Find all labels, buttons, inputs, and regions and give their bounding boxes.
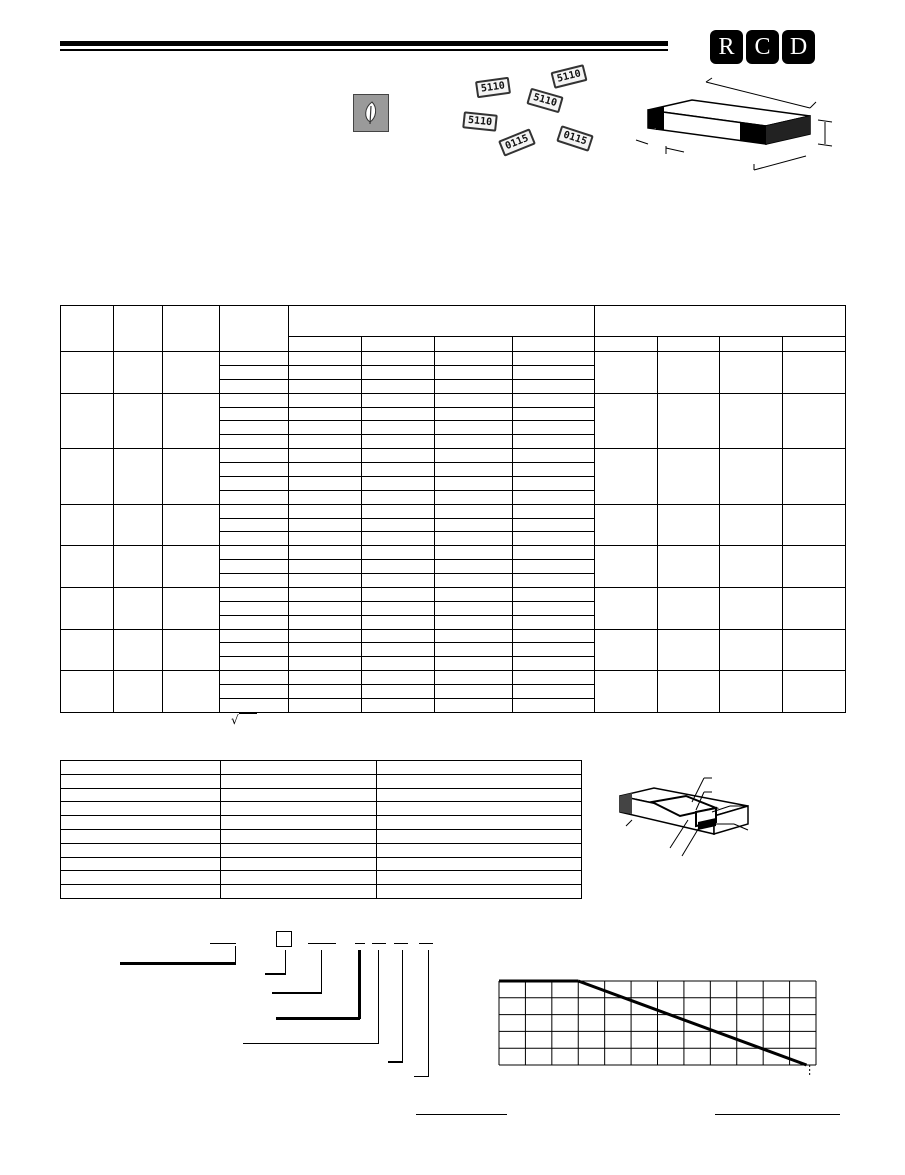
perf-cell (221, 829, 377, 843)
subheader-cell (658, 337, 720, 352)
value-cell (513, 504, 595, 518)
value-cell (289, 643, 362, 657)
table-row (61, 546, 846, 560)
value-cell (513, 615, 595, 629)
dimension-cell (783, 587, 846, 629)
perf-cell (377, 871, 582, 885)
value-cell (289, 574, 362, 588)
model-cell (114, 393, 163, 449)
table-row (61, 829, 582, 843)
value-cell (289, 518, 362, 532)
perf-cell (221, 802, 377, 816)
value-cell (289, 532, 362, 546)
value-cell (435, 671, 513, 685)
perf-cell (61, 871, 221, 885)
logo-letter-r: R (710, 30, 743, 64)
value-cell (362, 601, 435, 615)
value-cell (289, 698, 362, 712)
value-cell (220, 490, 289, 504)
perf-cell (61, 829, 221, 843)
table-row (61, 587, 846, 601)
model-cell (114, 587, 163, 629)
specs-header-row (61, 306, 846, 337)
performance-table (60, 760, 582, 899)
value-cell (362, 365, 435, 379)
value-cell (220, 352, 289, 366)
perf-cell (377, 843, 582, 857)
perf-cell (377, 788, 582, 802)
model-cell (114, 352, 163, 394)
chip-marking: 5110 (475, 77, 511, 99)
value-cell (220, 532, 289, 546)
smd-chip-resistor-photo (450, 60, 610, 165)
value-cell (289, 685, 362, 699)
value-cell (362, 671, 435, 685)
derating-curve-slope (578, 981, 806, 1065)
value-cell (362, 643, 435, 657)
perf-cell (377, 829, 582, 843)
value-cell (220, 546, 289, 560)
value-cell (289, 671, 362, 685)
model-cell (114, 671, 163, 713)
model-cell (61, 671, 114, 713)
subheader-cell (720, 337, 783, 352)
dimension-cell (595, 587, 658, 629)
model-cell (114, 629, 163, 671)
dimension-cell (720, 352, 783, 394)
value-cell (513, 601, 595, 615)
value-cell (289, 435, 362, 449)
chip-marking: 5110 (462, 111, 498, 131)
sqrt-overbar (239, 713, 257, 714)
value-cell (289, 352, 362, 366)
value-cell (220, 560, 289, 574)
value-cell (362, 421, 435, 435)
dimension-cell (595, 352, 658, 394)
value-cell (435, 379, 513, 393)
dimension-cell (595, 393, 658, 449)
value-cell (220, 518, 289, 532)
table-row (61, 504, 846, 518)
value-cell (362, 574, 435, 588)
chip-marking: 5110 (526, 88, 563, 114)
dimension-cell (658, 629, 720, 671)
value-cell (435, 435, 513, 449)
perf-cell (61, 857, 221, 871)
value-cell (513, 698, 595, 712)
model-cell (163, 629, 220, 671)
dimension-cell (658, 393, 720, 449)
table-row (61, 761, 582, 775)
header-cell (595, 306, 846, 337)
perf-cell (221, 816, 377, 830)
pn-option-box (276, 931, 292, 947)
value-cell (362, 657, 435, 671)
value-cell (435, 643, 513, 657)
footer-rule-right (715, 1114, 840, 1115)
header-cell (163, 306, 220, 352)
subheader-cell (595, 337, 658, 352)
rcd-logo (710, 30, 815, 64)
value-cell (220, 574, 289, 588)
value-cell (513, 463, 595, 477)
value-cell (220, 393, 289, 407)
value-cell (362, 504, 435, 518)
value-cell (435, 518, 513, 532)
subheader-cell (783, 337, 846, 352)
model-cell (163, 352, 220, 394)
value-cell (513, 657, 595, 671)
value-cell (220, 421, 289, 435)
logo-letter-d: D (782, 30, 815, 64)
value-cell (362, 629, 435, 643)
value-cell (220, 615, 289, 629)
value-cell (435, 685, 513, 699)
value-cell (289, 504, 362, 518)
dimension-cell (720, 587, 783, 629)
value-cell (362, 463, 435, 477)
value-cell (435, 574, 513, 588)
value-cell (435, 532, 513, 546)
value-cell (513, 671, 595, 685)
value-cell (220, 407, 289, 421)
dimension-cell (595, 629, 658, 671)
header-cell (61, 306, 114, 352)
value-cell (289, 407, 362, 421)
value-cell (220, 685, 289, 699)
perf-cell (61, 774, 221, 788)
dimension-cell (595, 671, 658, 713)
model-cell (61, 352, 114, 394)
value-cell (362, 435, 435, 449)
chip-construction-diagram (612, 772, 762, 872)
perf-cell (61, 816, 221, 830)
dimension-cell (783, 671, 846, 713)
perf-cell (221, 788, 377, 802)
model-cell (163, 449, 220, 505)
value-cell (435, 560, 513, 574)
chip-marking: 0115 (498, 128, 536, 156)
value-cell (289, 365, 362, 379)
table-row (61, 802, 582, 816)
table-row (61, 393, 846, 407)
value-cell (220, 463, 289, 477)
value-cell (289, 560, 362, 574)
value-cell (220, 587, 289, 601)
dimension-cell (720, 504, 783, 546)
model-cell (163, 671, 220, 713)
value-cell (362, 685, 435, 699)
model-cell (61, 587, 114, 629)
model-cell (61, 393, 114, 449)
table-row (61, 885, 582, 899)
value-cell (435, 421, 513, 435)
table-row (61, 629, 846, 643)
perf-cell (61, 843, 221, 857)
dimension-cell (720, 449, 783, 505)
value-cell (435, 449, 513, 463)
perf-cell (221, 761, 377, 775)
header-cell (220, 306, 289, 352)
value-cell (435, 476, 513, 490)
model-cell (114, 504, 163, 546)
value-cell (513, 352, 595, 366)
model-cell (163, 587, 220, 629)
dimension-cell (720, 393, 783, 449)
model-cell (163, 504, 220, 546)
value-cell (513, 629, 595, 643)
leaf-icon (353, 94, 389, 132)
value-cell (513, 532, 595, 546)
table-row (61, 857, 582, 871)
table-row (61, 352, 846, 366)
dimension-cell (783, 352, 846, 394)
value-cell (289, 476, 362, 490)
table-row (61, 774, 582, 788)
value-cell (362, 393, 435, 407)
value-cell (435, 601, 513, 615)
subheader-cell (362, 337, 435, 352)
value-cell (289, 463, 362, 477)
dimension-cell (783, 449, 846, 505)
value-cell (513, 574, 595, 588)
value-cell (362, 615, 435, 629)
value-cell (513, 393, 595, 407)
value-cell (435, 490, 513, 504)
value-cell (362, 407, 435, 421)
perf-cell (377, 761, 582, 775)
logo-letter-c: C (746, 30, 779, 64)
value-cell (435, 352, 513, 366)
subheader-cell (289, 337, 362, 352)
value-cell (513, 407, 595, 421)
value-cell (289, 421, 362, 435)
dimension-cell (720, 546, 783, 588)
value-cell (362, 449, 435, 463)
dimension-cell (783, 629, 846, 671)
value-cell (289, 629, 362, 643)
value-cell (289, 587, 362, 601)
model-cell (114, 546, 163, 588)
value-cell (289, 546, 362, 560)
value-cell (435, 504, 513, 518)
dimension-cell (658, 352, 720, 394)
model-cell (163, 393, 220, 449)
value-cell (220, 476, 289, 490)
perf-cell (221, 774, 377, 788)
dimension-cell (783, 393, 846, 449)
table-row (61, 871, 582, 885)
value-cell (362, 476, 435, 490)
value-cell (289, 615, 362, 629)
dimension-cell (720, 629, 783, 671)
table-row (61, 816, 582, 830)
dimension-cell (595, 449, 658, 505)
header-rule-thick (60, 41, 668, 46)
value-cell (220, 435, 289, 449)
value-cell (220, 504, 289, 518)
value-cell (220, 657, 289, 671)
footer-rule-left (416, 1114, 507, 1115)
dimension-cell (595, 546, 658, 588)
perf-cell (377, 774, 582, 788)
dimension-cell (658, 587, 720, 629)
value-cell (362, 518, 435, 532)
value-cell (513, 449, 595, 463)
header-cell (114, 306, 163, 352)
perf-cell (61, 885, 221, 899)
value-cell (435, 546, 513, 560)
value-cell (435, 629, 513, 643)
derating-chart (497, 978, 822, 1078)
value-cell (513, 379, 595, 393)
value-cell (513, 435, 595, 449)
dimension-cell (720, 671, 783, 713)
value-cell (513, 643, 595, 657)
value-cell (513, 365, 595, 379)
dimension-cell (658, 546, 720, 588)
value-cell (362, 532, 435, 546)
value-cell (289, 449, 362, 463)
value-cell (220, 671, 289, 685)
header-cell (289, 306, 595, 337)
model-cell (61, 449, 114, 505)
value-cell (289, 657, 362, 671)
value-cell (289, 393, 362, 407)
subheader-cell (435, 337, 513, 352)
value-cell (435, 393, 513, 407)
value-cell (220, 629, 289, 643)
value-cell (513, 490, 595, 504)
perf-cell (61, 802, 221, 816)
dimension-cell (595, 504, 658, 546)
value-cell (220, 643, 289, 657)
table-row (61, 671, 846, 685)
dimension-cell (783, 504, 846, 546)
value-cell (362, 379, 435, 393)
model-cell (61, 504, 114, 546)
value-cell (220, 601, 289, 615)
perf-cell (377, 816, 582, 830)
perf-cell (221, 871, 377, 885)
table-row (61, 788, 582, 802)
model-cell (163, 546, 220, 588)
value-cell (362, 560, 435, 574)
perf-cell (377, 885, 582, 899)
model-cell (61, 629, 114, 671)
table-row (61, 843, 582, 857)
value-cell (362, 546, 435, 560)
value-cell (513, 587, 595, 601)
value-cell (289, 601, 362, 615)
value-cell (362, 698, 435, 712)
value-cell (435, 698, 513, 712)
value-cell (513, 546, 595, 560)
table-row (61, 449, 846, 463)
chip-marking: 5110 (550, 64, 587, 89)
value-cell (513, 685, 595, 699)
value-cell (435, 365, 513, 379)
specs-table (60, 305, 846, 713)
value-cell (362, 490, 435, 504)
value-cell (513, 476, 595, 490)
value-cell (289, 379, 362, 393)
value-cell (220, 698, 289, 712)
value-cell (435, 587, 513, 601)
value-cell (289, 490, 362, 504)
value-cell (362, 587, 435, 601)
dimension-cell (783, 546, 846, 588)
value-cell (513, 421, 595, 435)
chip-marking: 0115 (556, 125, 594, 152)
perf-cell (377, 802, 582, 816)
perf-cell (61, 761, 221, 775)
value-cell (220, 365, 289, 379)
chip-dimension-diagram (620, 70, 840, 185)
value-cell (220, 379, 289, 393)
value-cell (513, 518, 595, 532)
value-cell (362, 352, 435, 366)
value-cell (220, 449, 289, 463)
model-cell (114, 449, 163, 505)
perf-cell (221, 857, 377, 871)
value-cell (435, 463, 513, 477)
sqrt-symbol: √ (231, 713, 239, 727)
perf-cell (61, 788, 221, 802)
perf-cell (377, 857, 582, 871)
value-cell (435, 657, 513, 671)
model-cell (61, 546, 114, 588)
dimension-cell (658, 504, 720, 546)
perf-cell (221, 885, 377, 899)
value-cell (435, 407, 513, 421)
subheader-cell (513, 337, 595, 352)
value-cell (435, 615, 513, 629)
dimension-cell (658, 671, 720, 713)
value-cell (513, 560, 595, 574)
header-rule-thin (60, 49, 668, 51)
perf-cell (221, 843, 377, 857)
dimension-cell (658, 449, 720, 505)
